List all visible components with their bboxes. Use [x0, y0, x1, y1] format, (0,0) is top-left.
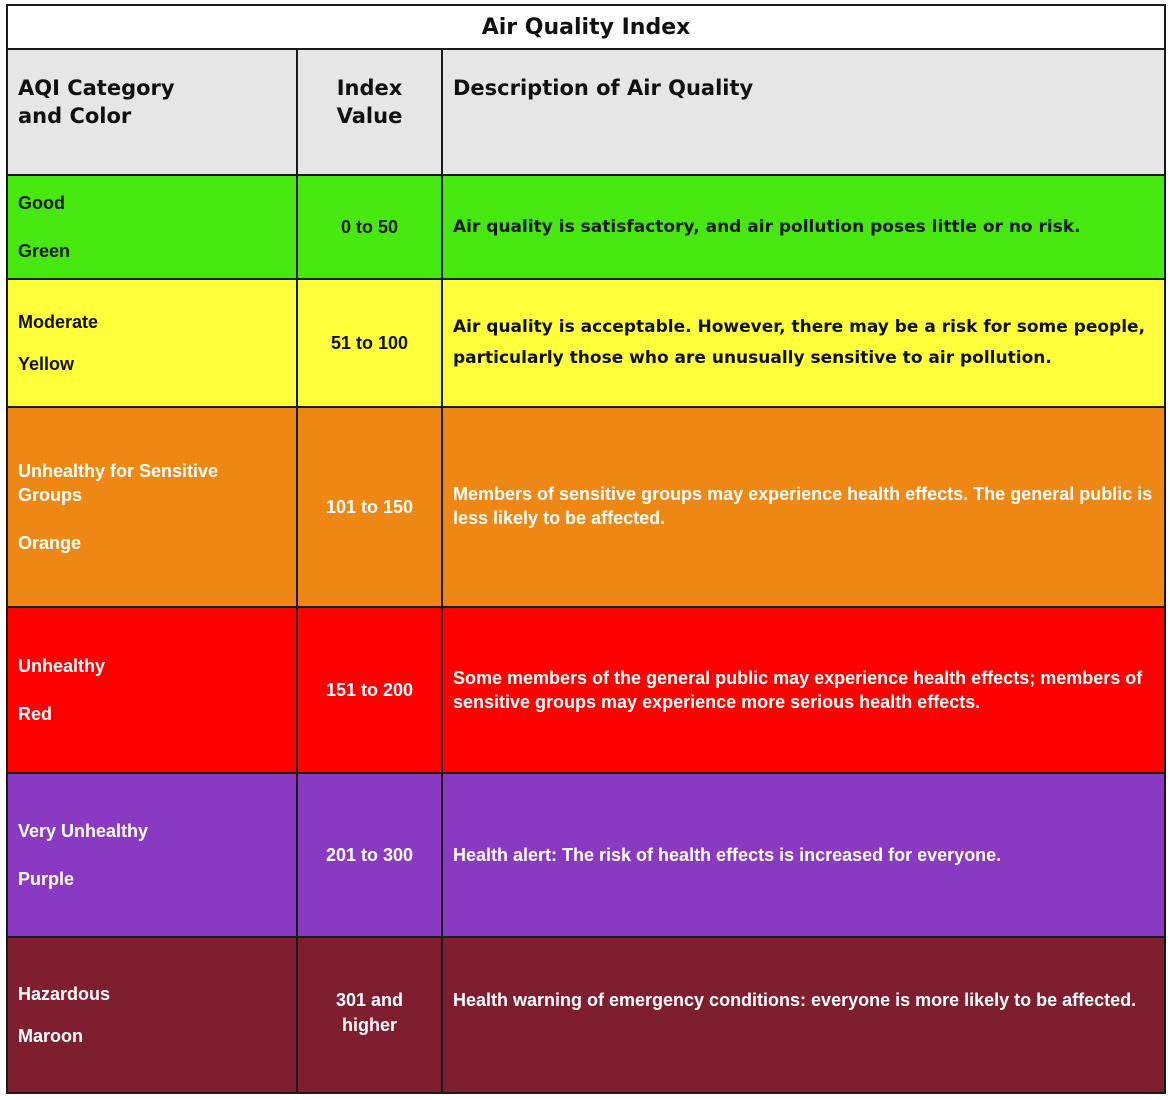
description: Members of sensitive groups may experience health effects. The general public is less likely to be affected.	[453, 484, 1153, 528]
header-category	[7, 49, 297, 175]
category-name: Unhealthy for Sensitive Groups	[18, 461, 219, 505]
description: Health alert: The risk of health effects is increased for everyone.	[442, 773, 1165, 937]
description: Health warning of emergency conditions: everyone is more likely to be affected.	[453, 990, 1137, 1010]
category-cell	[7, 607, 297, 773]
category-name: Unhealthy	[18, 656, 106, 676]
index-value: 301 and higher	[335, 990, 404, 1035]
aqi-row-very-unhealthy	[7, 773, 1165, 937]
index-value: 201 to 300	[297, 773, 442, 937]
category-cell	[7, 407, 297, 607]
header-index	[297, 49, 442, 175]
aqi-row-good	[7, 175, 1165, 279]
category-cell	[7, 773, 297, 937]
header-row	[7, 49, 1165, 175]
aqi-row-moderate	[7, 279, 1165, 407]
header-category-label: AQI Category and Color	[18, 76, 175, 128]
index-value: 101 to 150	[297, 407, 442, 607]
aqi-row-hazardous	[7, 937, 1165, 1093]
category-name: Very Unhealthy	[18, 821, 149, 841]
category-color-name: Yellow	[18, 354, 75, 374]
category-color-name: Red	[18, 704, 53, 724]
aqi-row-unhealthy-sensitive	[7, 407, 1165, 607]
index-value: 51 to 100	[297, 279, 442, 407]
category-cell	[7, 175, 297, 279]
category-color-name: Orange	[18, 533, 82, 553]
index-value: 151 to 200	[297, 607, 442, 773]
description-cell	[442, 407, 1165, 607]
index-value: 0 to 50	[297, 175, 442, 279]
category-cell	[7, 279, 297, 407]
header-description-label: Description of Air Quality	[453, 76, 754, 100]
description: Air quality is satisfactory, and air pollution poses little or no risk.	[442, 175, 1165, 279]
header-index-label: Index Value	[336, 76, 403, 128]
description: Some members of the general public may experience health effects; members of sensitive groups may experience more serious health effects.	[453, 668, 1143, 712]
category-color-name: Purple	[18, 869, 75, 889]
category-name: Good	[18, 193, 65, 213]
category-cell	[7, 937, 297, 1093]
description: Air quality is acceptable. However, there may be a risk for some people, particularly those who are unusually sensitive to air pollution.	[442, 279, 1165, 407]
category-color-name: Maroon	[18, 1026, 83, 1046]
category-name: Hazardous	[18, 984, 111, 1004]
description-cell	[442, 607, 1165, 773]
aqi-row-unhealthy	[7, 607, 1165, 773]
category-name: Moderate	[18, 312, 99, 332]
title-row	[7, 5, 1165, 49]
table-title: Air Quality Index	[7, 5, 1165, 49]
description-cell	[442, 937, 1165, 1093]
category-color-name: Green	[18, 241, 71, 261]
header-description	[442, 49, 1165, 175]
aqi-table	[6, 4, 1166, 1094]
index-value-cell	[297, 937, 442, 1093]
